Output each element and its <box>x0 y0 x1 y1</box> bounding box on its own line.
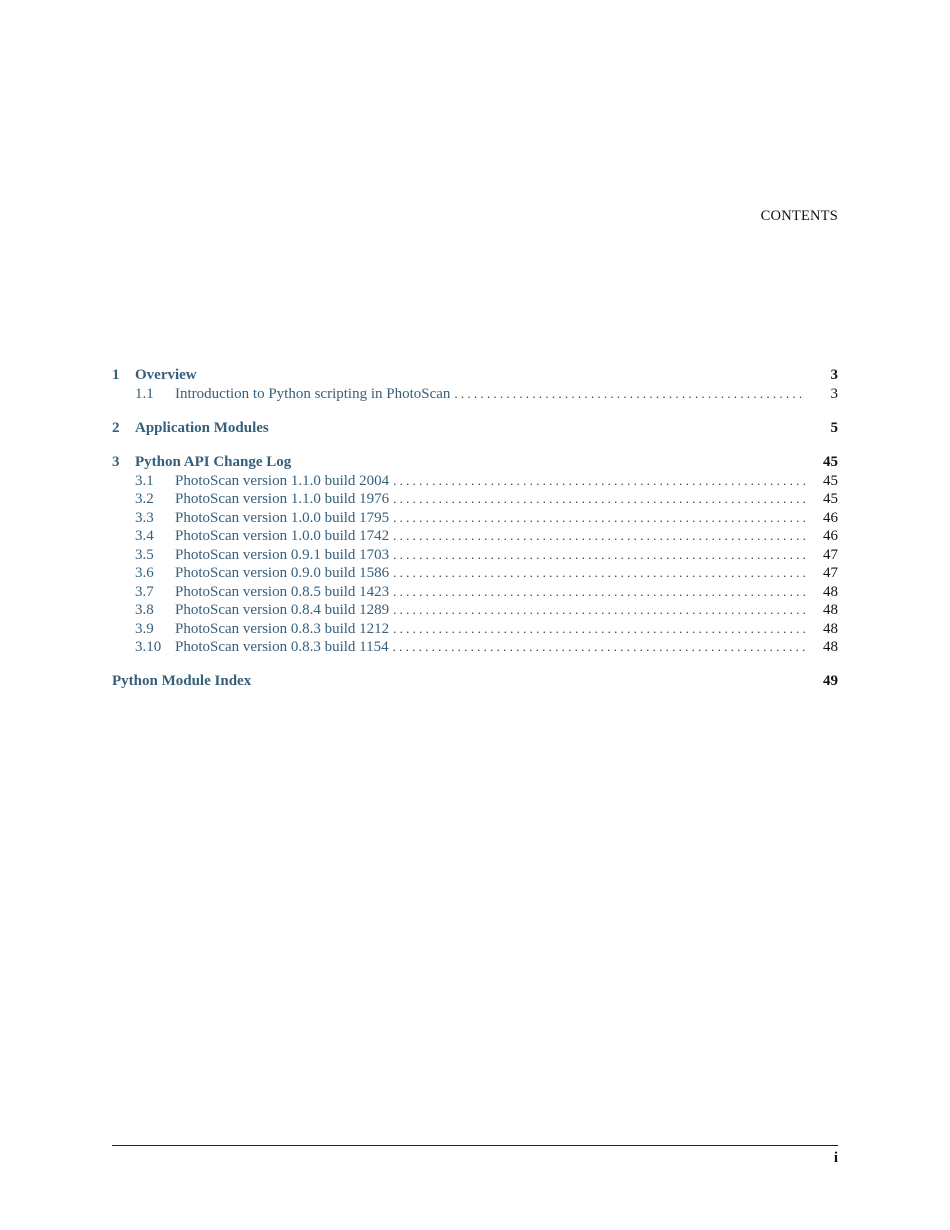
toc-section-row[interactable] <box>112 638 838 657</box>
toc-section-number: 3.1 <box>135 472 154 489</box>
toc-chapter-overview[interactable] <box>112 366 838 385</box>
toc-section-row[interactable] <box>112 564 838 583</box>
toc-section-row[interactable] <box>112 385 838 404</box>
toc-section-title[interactable]: PhotoScan version 1.0.0 build 1795 <box>175 509 390 526</box>
toc-section-row[interactable] <box>112 601 838 620</box>
toc-section-title[interactable]: PhotoScan version 0.9.1 build 1703 <box>175 546 390 563</box>
toc-section-number: 3.9 <box>135 620 154 637</box>
dot-leader <box>393 583 806 602</box>
dot-leader <box>393 490 806 509</box>
toc-section-number: 1.1 <box>135 386 154 402</box>
toc-section-number: 3.5 <box>135 546 154 563</box>
toc-chapter-title[interactable]: Application Modules <box>135 419 269 436</box>
toc-chapter-number: 1 <box>112 367 120 383</box>
toc-page-number: 48 <box>823 602 838 618</box>
toc-section-number: 3.6 <box>135 565 154 581</box>
toc-chapter-python-api-change-log[interactable] <box>112 453 838 472</box>
toc-chapter-number: 3 <box>112 453 120 470</box>
footer-divider <box>112 1145 838 1146</box>
toc-section-title[interactable]: PhotoScan version 0.8.3 build 1154 <box>175 639 389 655</box>
toc-page-number: 46 <box>823 509 838 526</box>
toc-page-number: 3 <box>830 367 838 383</box>
toc-section-title[interactable]: PhotoScan version 1.1.0 build 1976 <box>175 491 390 507</box>
dot-leader <box>393 564 806 583</box>
toc-section-number: 3.7 <box>135 583 154 600</box>
toc-section-number: 3.10 <box>135 639 162 655</box>
toc-page-number: 5 <box>830 419 838 436</box>
toc-section-title[interactable]: PhotoScan version 0.8.5 build 1423 <box>175 583 390 600</box>
toc-section-title[interactable]: Introduction to Python scripting in PhotoScan <box>175 386 451 402</box>
table-of-contents <box>112 366 838 691</box>
toc-page-number: 3 <box>830 386 838 402</box>
toc-section-number: 3.3 <box>135 509 154 526</box>
toc-page-number: 45 <box>823 453 838 470</box>
toc-page-number: 46 <box>823 528 838 544</box>
toc-chapter-title[interactable]: Overview <box>135 367 197 383</box>
toc-page-number: 48 <box>823 583 838 600</box>
toc-page-number: 47 <box>823 565 838 581</box>
toc-section-title[interactable]: PhotoScan version 0.8.4 build 1289 <box>175 602 390 618</box>
toc-page-number: 49 <box>823 672 838 689</box>
dot-leader <box>393 527 806 546</box>
toc-page-number: 48 <box>823 620 838 637</box>
toc-page-number: 48 <box>823 639 838 655</box>
toc-chapter-number: 2 <box>112 419 120 436</box>
dot-leader <box>393 472 806 491</box>
dot-leader <box>393 509 806 528</box>
toc-section-title[interactable]: PhotoScan version 0.9.0 build 1586 <box>175 565 390 581</box>
toc-section-row[interactable] <box>112 546 838 565</box>
dot-leader <box>393 601 806 620</box>
toc-page-number: 45 <box>823 491 838 507</box>
toc-python-module-index[interactable] <box>112 672 838 691</box>
toc-section-number: 3.4 <box>135 528 154 544</box>
dot-leader <box>393 638 806 657</box>
toc-section-number: 3.2 <box>135 491 154 507</box>
dot-leader <box>393 546 806 565</box>
footer-page-number: i <box>833 1150 838 1166</box>
toc-section-row[interactable] <box>112 490 838 509</box>
toc-section-row[interactable] <box>112 583 838 602</box>
toc-section-title[interactable]: PhotoScan version 1.0.0 build 1742 <box>175 528 390 544</box>
toc-section-row[interactable] <box>112 620 838 639</box>
toc-chapter-title[interactable]: Python API Change Log <box>135 453 292 470</box>
toc-chapter-application-modules[interactable] <box>112 419 838 438</box>
toc-page-number: 47 <box>823 546 838 563</box>
toc-page-number: 45 <box>823 472 838 489</box>
toc-section-number: 3.8 <box>135 602 154 618</box>
toc-section-row[interactable] <box>112 472 838 491</box>
toc-section-row[interactable] <box>112 527 838 546</box>
toc-section-row[interactable] <box>112 509 838 528</box>
toc-section-title[interactable]: PhotoScan version 0.8.3 build 1212 <box>175 620 390 637</box>
dot-leader <box>454 385 806 404</box>
dot-leader <box>393 620 806 639</box>
toc-index-title[interactable]: Python Module Index <box>112 672 252 689</box>
page-header-title: CONTENTS <box>760 208 838 224</box>
toc-section-title[interactable]: PhotoScan version 1.1.0 build 2004 <box>175 472 390 489</box>
